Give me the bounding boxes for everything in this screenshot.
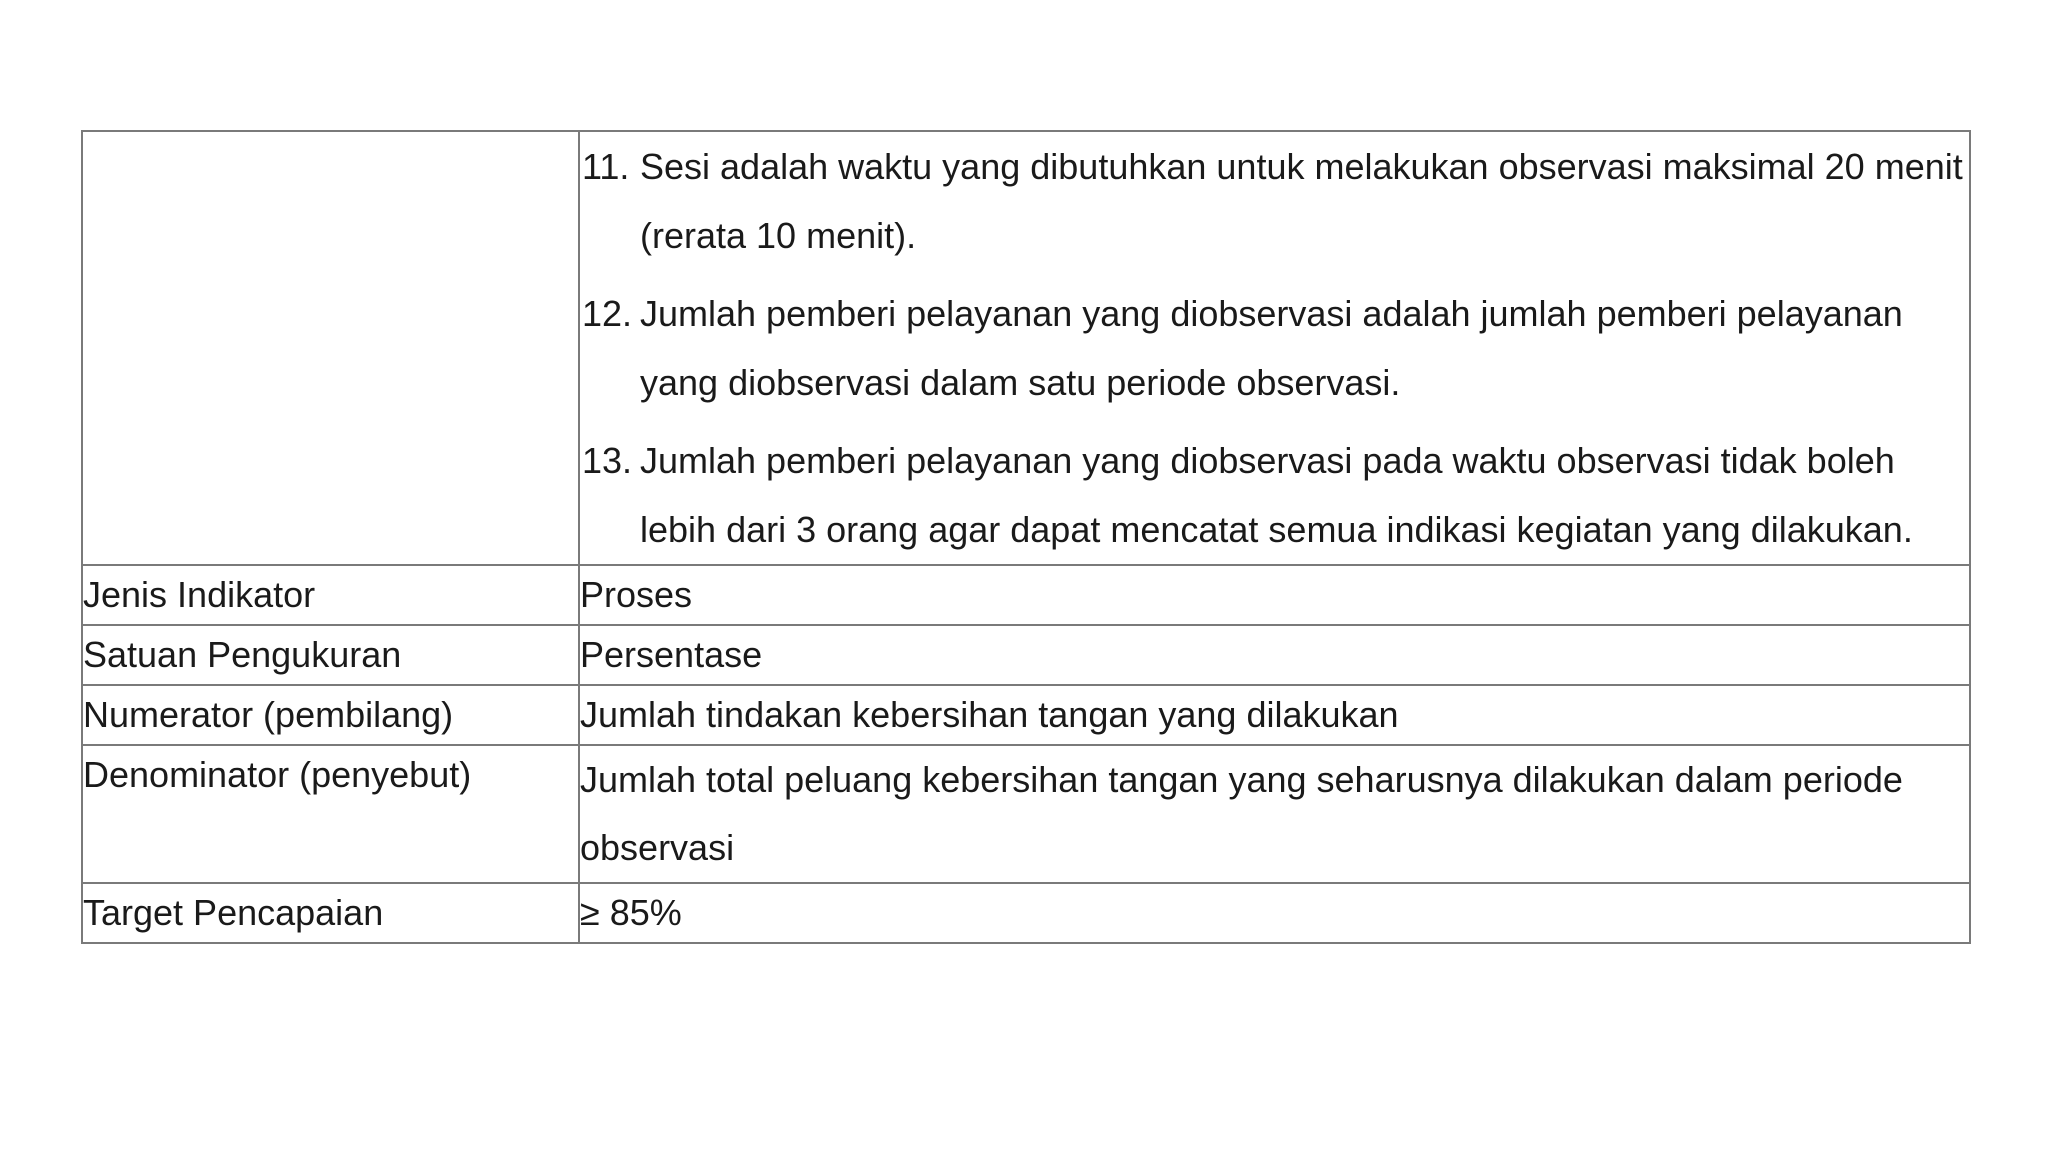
empty-label-cell — [82, 131, 579, 565]
list-item-text: Jumlah pemberi pelayanan yang diobservasi adalah jumlah pemberi pelayanan yang diobservasi dalam satu periode observasi. — [640, 293, 1903, 403]
row-label: Numerator (pembilang) — [82, 685, 579, 745]
table-row — [82, 625, 1970, 685]
list-item — [580, 132, 1969, 270]
table-row — [82, 565, 1970, 625]
list-item-text: Sesi adalah waktu yang dibutuhkan untuk melakukan observasi maksimal 20 menit (rerata 10 menit). — [640, 146, 1963, 256]
row-value: Jumlah tindakan kebersihan tangan yang dilakukan — [579, 685, 1970, 745]
row-label: Satuan Pengukuran — [82, 625, 579, 685]
row-value: Proses — [579, 565, 1970, 625]
table-row — [82, 131, 1970, 565]
indicator-table — [81, 130, 1971, 944]
row-label: Target Pencapaian — [82, 883, 579, 943]
notes-cell — [579, 131, 1970, 565]
row-label: Jenis Indikator — [82, 565, 579, 625]
list-item-number: 11. — [582, 146, 630, 187]
table-row — [82, 883, 1970, 943]
row-value: Jumlah total peluang kebersihan tangan yang seharusnya dilakukan dalam periode observasi — [579, 745, 1970, 883]
list-item-number: 12. — [582, 293, 633, 334]
list-item — [580, 426, 1969, 564]
row-value: Persentase — [579, 625, 1970, 685]
table-row — [82, 685, 1970, 745]
list-item-number: 13. — [582, 440, 633, 481]
row-value: ≥ 85% — [579, 883, 1970, 943]
row-label: Denominator (penyebut) — [82, 745, 579, 883]
list-item — [580, 279, 1969, 417]
list-item-text: Jumlah pemberi pelayanan yang diobservasi pada waktu observasi tidak boleh lebih dari 3 orang agar dapat mencatat semua indikasi kegiatan yang dilakukan. — [640, 440, 1913, 550]
table-row — [82, 745, 1970, 883]
